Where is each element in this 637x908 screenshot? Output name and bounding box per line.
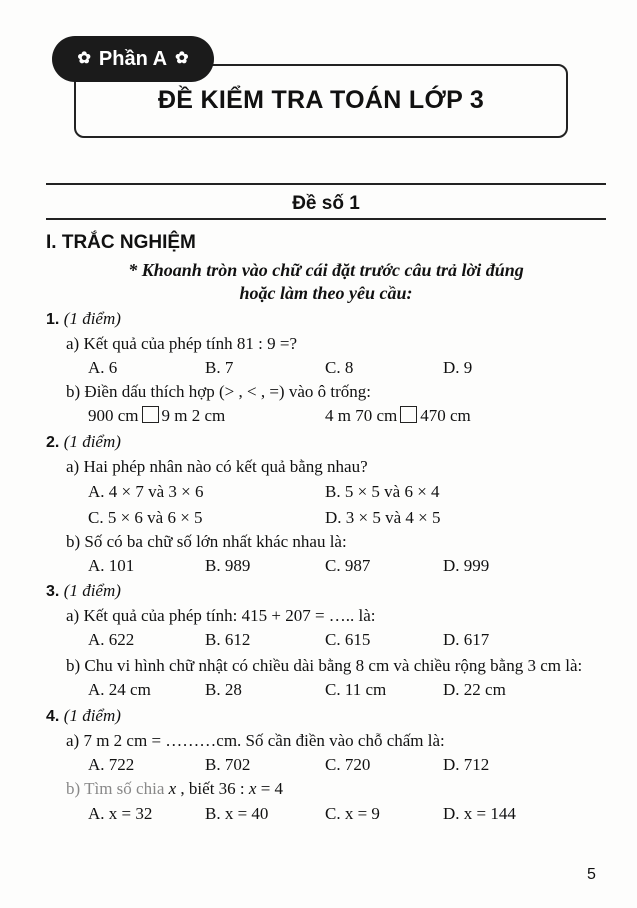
question-4b-text	[66, 779, 283, 799]
comparison-1	[88, 406, 225, 426]
option-1a-D[interactable]: D. 9	[443, 358, 473, 377]
question-2b-text: b) Số có ba chữ số lớn nhất khác nhau là:	[66, 532, 347, 551]
divider-bottom	[46, 218, 606, 220]
question-2-header	[46, 432, 121, 452]
option-1a-B[interactable]: B. 7	[205, 358, 234, 377]
question-2a-text: a) Hai phép nhân nào có kết quả bằng nhau?	[66, 457, 368, 476]
option-4a-C[interactable]: C. 720	[325, 755, 371, 774]
option-3a-B[interactable]: B. 612	[205, 630, 251, 649]
option-3b-A[interactable]: A. 24 cm	[88, 680, 151, 699]
section-heading: I. TRẮC NGHIỆM	[46, 232, 196, 253]
option-3a-C[interactable]: C. 615	[325, 630, 371, 649]
comparison-right: 470 cm	[420, 406, 471, 425]
option-1a-A[interactable]: A. 6	[88, 358, 118, 377]
option-4b-A[interactable]: A. x = 32	[88, 804, 153, 823]
part-label: Phần A	[98, 47, 168, 70]
option-3b-D[interactable]: D. 22 cm	[443, 680, 506, 699]
question-4b-prefix: b) Tìm số chia	[66, 779, 169, 798]
page-title: ĐỀ KIỂM TRA TOÁN LỚP 3	[157, 86, 485, 114]
option-2b-D[interactable]: D. 999	[443, 556, 490, 575]
question-number: 4.	[46, 708, 60, 725]
option-4b-B[interactable]: B. x = 40	[205, 804, 269, 823]
part-badge	[52, 36, 214, 82]
option-2b-C[interactable]: C. 987	[325, 556, 371, 575]
comparison-right: 9 m 2 cm	[161, 406, 226, 425]
question-4-header	[46, 706, 121, 726]
option-4a-D[interactable]: D. 712	[443, 755, 490, 774]
question-1b-text: b) Điền dấu thích hợp (> , < , =) vào ô trống:	[66, 382, 371, 401]
question-1a-text: a) Kết quả của phép tính 81 : 9 =?	[66, 334, 297, 353]
question-number: 3.	[46, 583, 60, 600]
variable-x: x	[248, 779, 257, 798]
option-3b-B[interactable]: B. 28	[205, 680, 242, 699]
question-number: 2.	[46, 434, 60, 451]
option-3b-C[interactable]: C. 11 cm	[325, 680, 387, 699]
option-2a-C[interactable]: C. 5 × 6 và 6 × 5	[88, 508, 203, 527]
instruction-line-2: hoặc làm theo yêu cầu:	[239, 283, 413, 303]
question-3-header	[46, 581, 121, 601]
option-2b-A[interactable]: A. 101	[88, 556, 135, 575]
option-3a-A[interactable]: A. 622	[88, 630, 135, 649]
question-1-header	[46, 309, 121, 329]
option-2a-A[interactable]: A. 4 × 7 và 3 × 6	[88, 482, 204, 501]
answer-box[interactable]	[400, 406, 417, 423]
flower-icon: ✿	[77, 50, 91, 67]
question-4b-end: = 4	[256, 779, 284, 798]
question-3a-text: a) Kết quả của phép tính: 415 + 207 = ….. là:	[66, 606, 376, 625]
question-number: 1.	[46, 311, 60, 328]
question-3b-text: b) Chu vi hình chữ nhật có chiều dài bằng 8 cm và chiều rộng bằng 3 cm là:	[66, 656, 583, 675]
instruction-line-1: * Khoanh tròn vào chữ cái đặt trước câu trả lời đúng	[128, 260, 524, 280]
question-points: (1 điểm)	[63, 432, 121, 451]
option-2a-D[interactable]: D. 3 × 5 và 4 × 5	[325, 508, 441, 527]
option-1a-C[interactable]: C. 8	[325, 358, 354, 377]
page-number: 5	[587, 866, 596, 883]
option-4b-D[interactable]: D. x = 144	[443, 804, 516, 823]
divider-top	[46, 183, 606, 185]
question-points: (1 điểm)	[63, 581, 121, 600]
option-2a-B[interactable]: B. 5 × 5 và 6 × 4	[325, 482, 440, 501]
option-4a-B[interactable]: B. 702	[205, 755, 251, 774]
question-points: (1 điểm)	[63, 309, 121, 328]
comparison-left: 900 cm	[88, 406, 139, 425]
option-2b-B[interactable]: B. 989	[205, 556, 251, 575]
flower-icon: ✿	[175, 50, 189, 67]
comparison-left: 4 m 70 cm	[325, 406, 398, 425]
option-4a-A[interactable]: A. 722	[88, 755, 135, 774]
question-points: (1 điểm)	[63, 706, 121, 725]
comparison-2	[325, 406, 471, 426]
variable-x: x	[168, 779, 177, 798]
question-4a-text: a) 7 m 2 cm = ………cm. Số cần điền vào chỗ chấm là:	[66, 731, 445, 750]
question-4b-middle: , biết 36 :	[176, 779, 249, 798]
option-3a-D[interactable]: D. 617	[443, 630, 490, 649]
exam-title: Đề số 1	[292, 193, 360, 214]
answer-box[interactable]	[142, 406, 159, 423]
option-4b-C[interactable]: C. x = 9	[325, 804, 380, 823]
